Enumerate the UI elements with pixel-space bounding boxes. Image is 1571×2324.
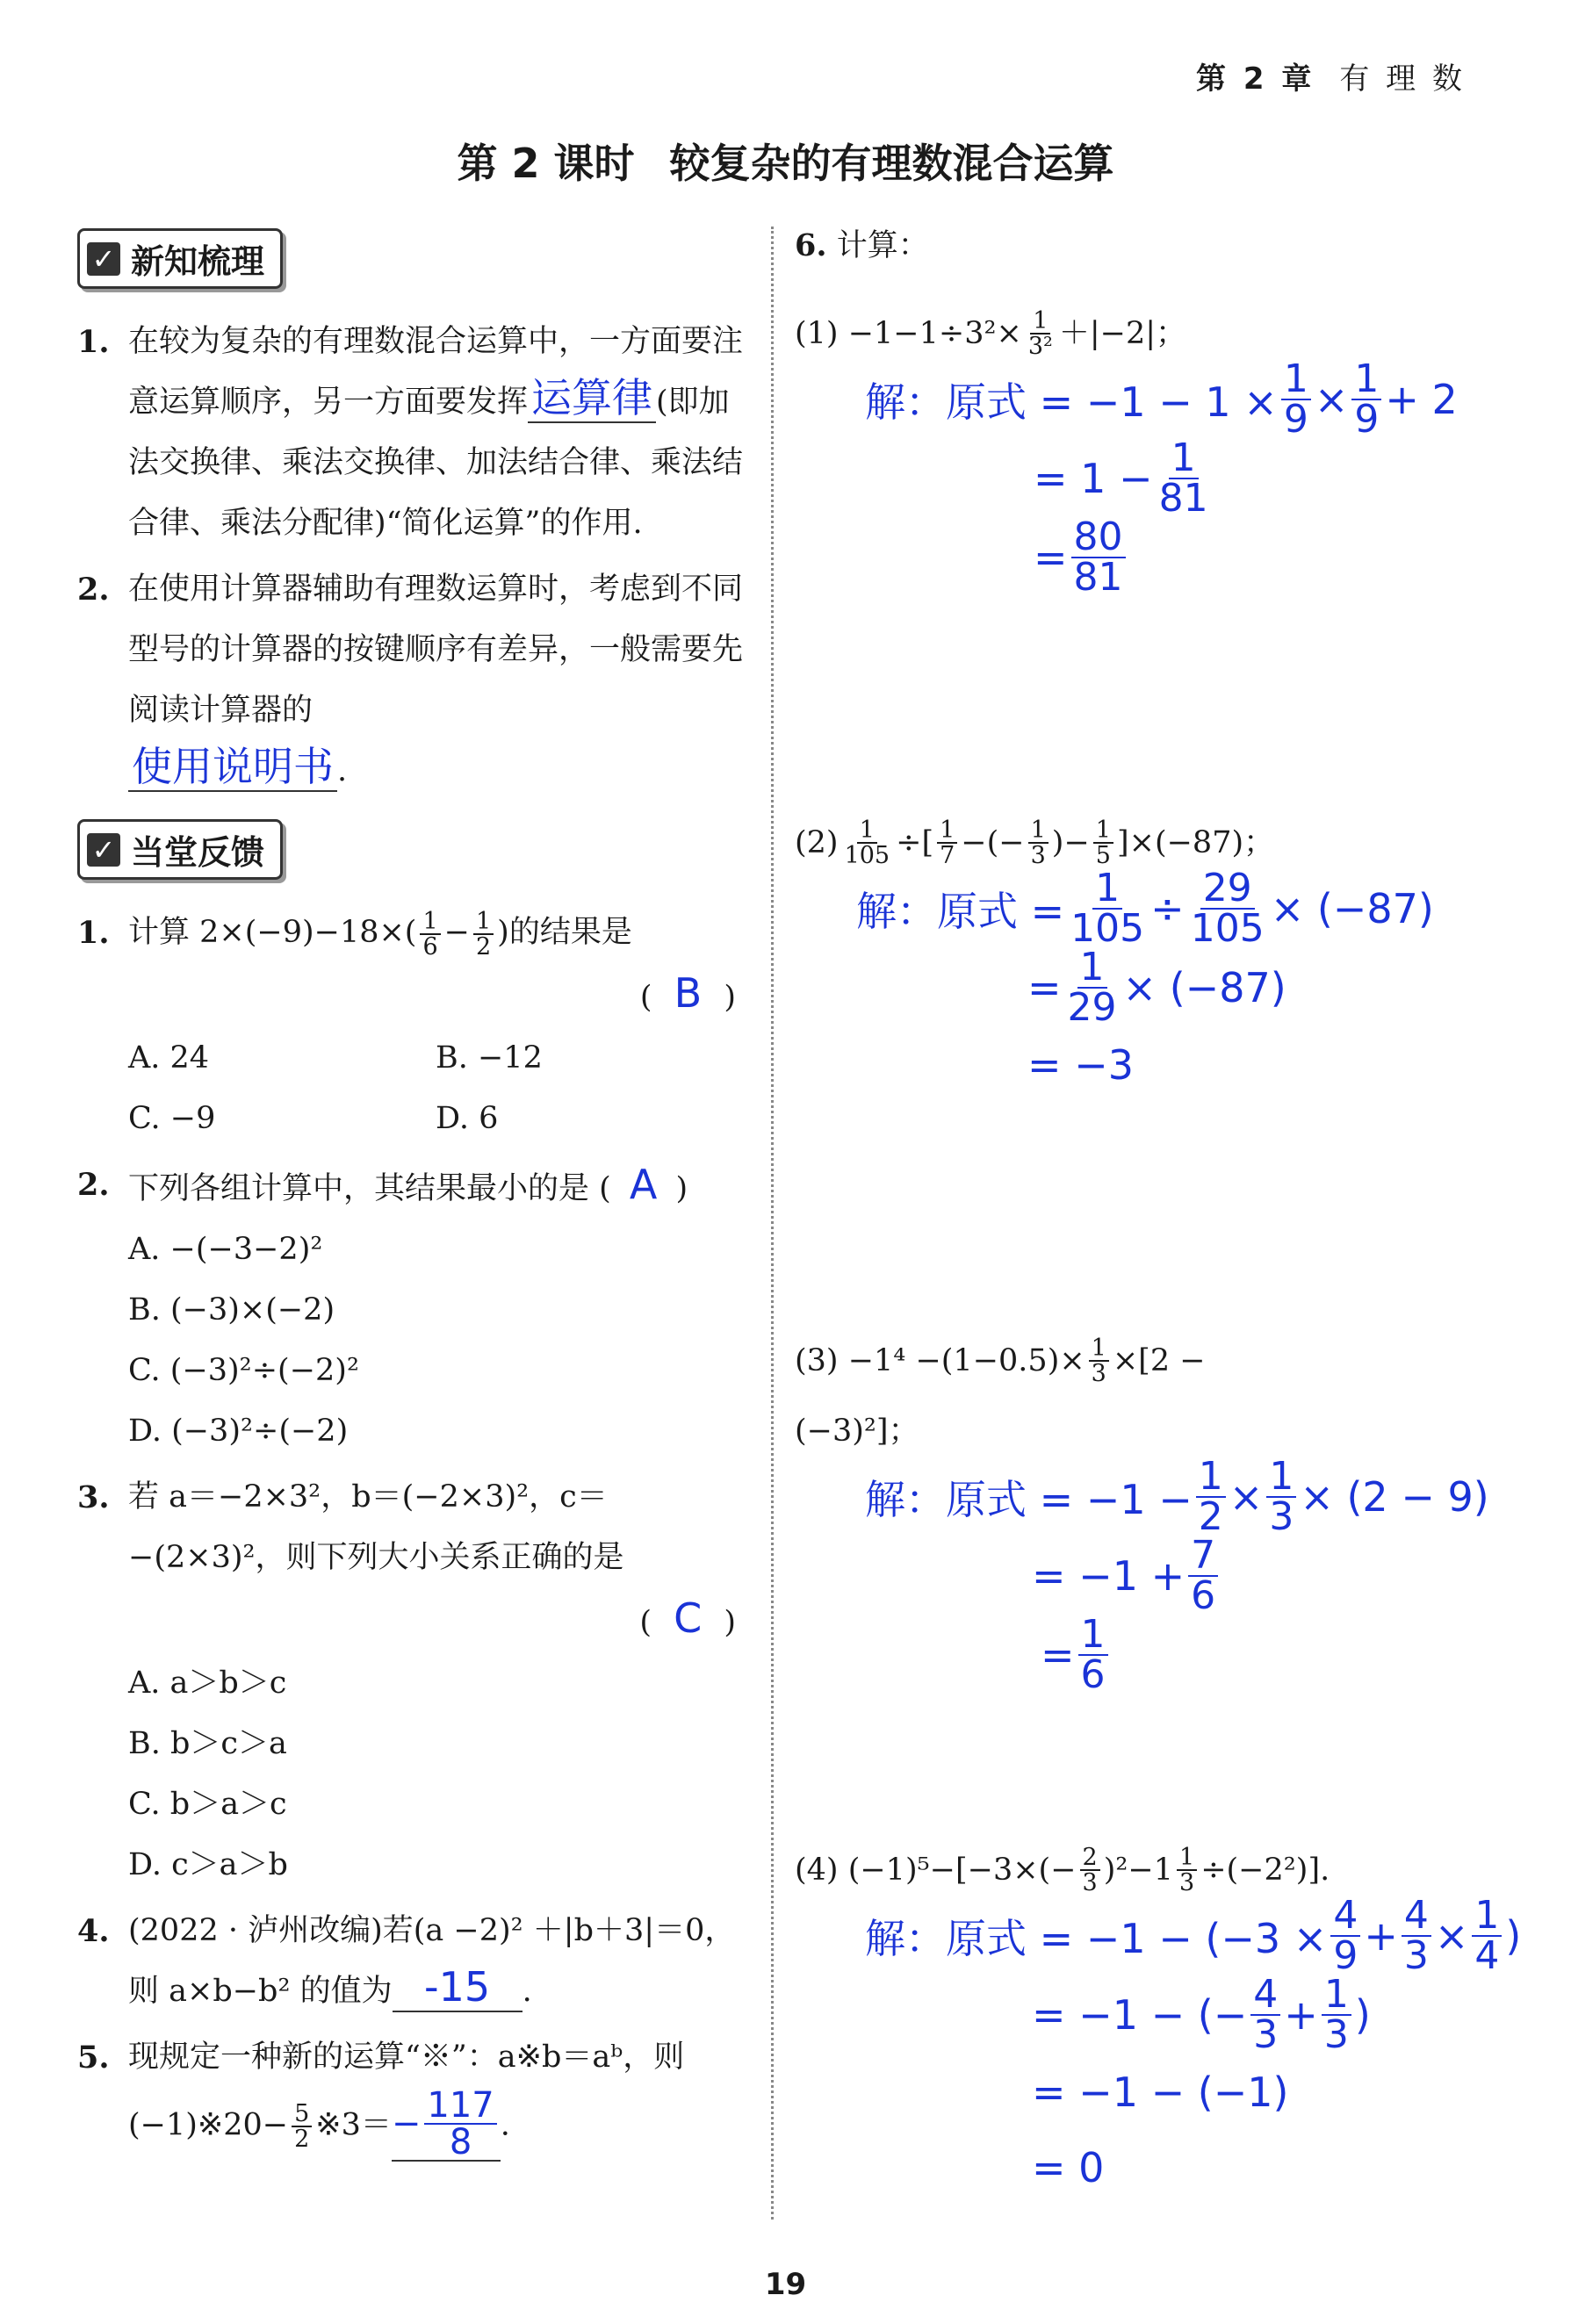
option-c: C. b＞a＞c xyxy=(128,1787,287,1822)
question-number: 2. xyxy=(77,1167,110,1203)
solution-line xyxy=(1032,1972,1550,2057)
fraction: $\frac{1}{9}$ xyxy=(1351,360,1381,439)
solution-text: 解：原式 = −1 − xyxy=(865,1476,1193,1523)
handwritten-answer: B xyxy=(674,969,703,1017)
question-number: 5. xyxy=(77,2040,110,2076)
item-text: 在使用计算器辅助有理数运算时，考虑到不同型号的计算器的按键顺序有差异，一般需要先阅读计算器的 xyxy=(128,572,744,728)
prompt-text: ]×(−87)； xyxy=(1116,825,1275,860)
part-1 xyxy=(795,307,1550,711)
fraction: $\frac{4}{9}$ xyxy=(1330,1896,1360,1975)
operator: × xyxy=(1229,1473,1264,1521)
fraction: $\frac{1}{5}$ xyxy=(1093,818,1113,867)
prompt-text: (3) −1⁴ −(1−0.5)× xyxy=(795,1343,1085,1378)
prompt-text: ＋|−2|； xyxy=(1058,316,1187,351)
part-4 xyxy=(795,1844,1550,2205)
fraction: $\frac{4}{3}$ xyxy=(1402,1896,1431,1975)
prompt-text: ×[2 − xyxy=(1112,1343,1206,1378)
fraction: $\frac{1}{7}$ xyxy=(937,818,957,867)
chapter-header xyxy=(1196,54,1466,97)
question-text: . xyxy=(522,1974,532,2009)
solution-line xyxy=(1041,1612,1550,1697)
prompt-text: (2) xyxy=(795,825,839,860)
item-number: 2. xyxy=(77,572,110,608)
operator: × xyxy=(1314,376,1349,423)
fraction: $\frac{1}{4}$ xyxy=(1472,1896,1502,1975)
prompt-text: ÷(−2²)]. xyxy=(1200,1853,1330,1888)
options xyxy=(128,1028,753,1149)
item-number: 1. xyxy=(77,324,110,360)
prompt-text: ÷[ xyxy=(896,825,934,860)
knowledge-item-1 xyxy=(77,312,753,554)
section-new-knowledge xyxy=(77,228,283,289)
solution-text: ) xyxy=(1505,1912,1522,1960)
fraction: $\frac{1}{3}$ xyxy=(1089,1336,1109,1385)
part-3 xyxy=(795,1335,1550,1826)
fraction: $\frac{1}{81}$ xyxy=(1158,435,1208,521)
option-a: A. 24 xyxy=(128,1040,210,1076)
check-icon: ✓ xyxy=(87,833,120,867)
fraction: $\frac{1}{105}$ xyxy=(1070,866,1145,951)
solution-text: × (2 − 9) xyxy=(1300,1473,1489,1521)
handwritten-answer: C xyxy=(674,1594,703,1642)
item-text: 在较为复杂的有理数混合运算中，一方面要注意运算顺序，另一方面要发挥 xyxy=(128,324,744,420)
operator: + xyxy=(1364,1912,1398,1960)
knowledge-item-2 xyxy=(77,559,753,802)
solution-text: = −1 + xyxy=(1032,1552,1185,1600)
solution-line xyxy=(1032,1533,1550,1618)
lesson-number: 第 2 课时 xyxy=(457,140,635,187)
question-text: 计算 2×(−9)−18×( xyxy=(128,915,417,950)
options xyxy=(128,1220,753,1462)
solution-text: + 2 xyxy=(1385,376,1458,423)
fraction: $\frac{2}{3}$ xyxy=(1080,1846,1100,1895)
fraction: $\frac{1}{3}$ xyxy=(1028,818,1049,867)
part-prompt xyxy=(795,1844,1550,1896)
operator: ÷ xyxy=(1150,885,1185,932)
question-number: 1. xyxy=(77,915,110,951)
handwritten-answer: 使用说明书 xyxy=(128,743,337,792)
solution-line xyxy=(1034,514,1550,600)
fraction: $\frac{1}{105}$ xyxy=(844,817,890,869)
question-3 xyxy=(77,1467,753,1896)
fraction: $\frac{5}{2}$ xyxy=(292,2102,312,2151)
option-a: A. −(−3−2)² xyxy=(128,1232,323,1267)
solution-line xyxy=(1034,435,1550,521)
right-column xyxy=(795,219,1550,2205)
handwritten-answer: -15 xyxy=(393,1963,522,2012)
question-text: 现规定一种新的运算“※”：a※b＝aᵇ，则 xyxy=(128,2040,685,2075)
lesson-name: 较复杂的有理数混合运算 xyxy=(669,140,1114,187)
question-text: )的结果是 xyxy=(497,915,632,950)
solution xyxy=(795,866,1550,1103)
prompt-text: )− xyxy=(1051,825,1090,860)
part-prompt xyxy=(795,817,1550,869)
solution xyxy=(795,356,1550,600)
fraction: $\frac{1}{\text{3²}}$ xyxy=(1027,307,1053,360)
fraction: $\frac{1}{3}$ xyxy=(1177,1846,1197,1895)
fraction: $\frac{1}{3}$ xyxy=(1322,1975,1351,2054)
chapter-number: 第 2 章 xyxy=(1196,61,1315,97)
option-d: D. 6 xyxy=(436,1101,499,1136)
solution-line xyxy=(1027,1027,1550,1103)
column-divider xyxy=(771,227,774,2220)
solution-text: = xyxy=(1027,964,1062,1011)
question-number: 4. xyxy=(77,1913,110,1949)
solution-text: = 0 xyxy=(1032,2144,1105,2191)
handwritten-answer: A xyxy=(629,1161,658,1208)
fraction: $\frac{7}{6}$ xyxy=(1188,1536,1218,1615)
fraction: $\frac{29}{105}$ xyxy=(1190,866,1265,951)
solution-text: 解：原式 = −1 − 1 × xyxy=(865,378,1278,426)
fraction: $\frac{1}{2}$ xyxy=(473,910,494,959)
lesson-title xyxy=(0,132,1571,190)
option-b: B. −12 xyxy=(436,1040,543,1076)
solution-text: = −3 xyxy=(1027,1041,1134,1089)
solution-line xyxy=(1027,945,1550,1030)
check-icon: ✓ xyxy=(87,242,120,276)
question-text: 下列各组计算中，其结果最小的是 xyxy=(128,1171,590,1206)
solution-text: = −1 − (− xyxy=(1032,1991,1248,2039)
item-text: . xyxy=(337,753,348,788)
option-c: C. −9 xyxy=(128,1101,216,1136)
question-5 xyxy=(77,2027,753,2162)
prompt-text: (1) −1−1÷3²× xyxy=(795,316,1022,351)
question-6-header xyxy=(795,219,1550,272)
fraction: $\frac{1}{2}$ xyxy=(1196,1457,1226,1536)
section-label: 新知梳理 xyxy=(131,242,265,281)
operator: − xyxy=(443,915,470,950)
fraction: $\frac{80}{81}$ xyxy=(1071,518,1126,597)
solution-line xyxy=(865,1454,1550,1539)
part-prompt xyxy=(795,307,1550,360)
chapter-topic: 有 理 数 xyxy=(1339,61,1466,97)
part-2 xyxy=(795,817,1550,1308)
question-label: 计算： xyxy=(836,228,929,263)
option-c: C. (−3)²÷(−2)² xyxy=(128,1353,359,1388)
answer-parentheses: ( C ) xyxy=(639,1594,736,1642)
option-d: D. (−3)²÷(−2) xyxy=(128,1414,349,1449)
question-text: . xyxy=(500,2107,510,2143)
answer-parentheses: ( B ) xyxy=(639,969,736,1017)
question-number: 6. xyxy=(795,227,827,263)
solution-text: = xyxy=(1041,1631,1075,1679)
section-feedback xyxy=(77,819,283,880)
question-1 xyxy=(77,903,753,1149)
question-text: (2022 · 泸州改编)若(a −2)² ＋|b＋3|＝0，则 a×b−b² 的值为 xyxy=(128,1913,736,2009)
left-column xyxy=(77,228,753,2167)
part-prompt xyxy=(795,1335,1550,1387)
option-a: A. a＞b＞c xyxy=(128,1666,287,1701)
answer-sign: − xyxy=(391,2103,422,2144)
section-label: 当堂反馈 xyxy=(131,833,265,872)
solution-line xyxy=(856,866,1550,951)
solution-line xyxy=(865,1893,1550,1978)
solution-text: = xyxy=(1034,534,1068,581)
handwritten-answer: 运算律 xyxy=(528,374,656,423)
prompt-text: )²−1 xyxy=(1103,1853,1173,1888)
solution-text: 解：原式 = −1 − (−3 × xyxy=(865,1915,1328,1962)
solution-text: × (−87) xyxy=(1270,885,1434,932)
question-4 xyxy=(77,1901,753,2022)
prompt-text: (4) (−1)⁵−[−3×(− xyxy=(795,1853,1077,1888)
fraction: $\frac{1}{9}$ xyxy=(1281,360,1311,439)
question-text: (−1)※20− xyxy=(128,2107,289,2143)
solution-text: ) xyxy=(1354,1991,1371,2039)
question-2: 2. 下列各组计算中，其结果最小的是 ( A ) A. −(−3−2)² B. (−3)×(−2) C. (−3)²÷(−2)² D. (−3)²÷(−2) xyxy=(77,1155,753,1462)
question-number: 3. xyxy=(77,1479,110,1515)
handwritten-answer xyxy=(391,2085,501,2162)
prompt-text: −(− xyxy=(961,825,1025,860)
option-b: B. (−3)×(−2) xyxy=(128,1292,335,1327)
solution xyxy=(795,1454,1550,1697)
page-number: 19 xyxy=(764,2267,807,2302)
question-text: 若 a＝−2×3²，b＝(−2×3)²，c＝−(2×3)²，则下列大小关系正确的是 xyxy=(128,1479,624,1575)
options xyxy=(128,1653,753,1896)
fraction: $\frac{4}{3}$ xyxy=(1250,1975,1280,2054)
operator: + xyxy=(1284,1991,1318,2039)
solution-line xyxy=(1032,2130,1550,2205)
fraction: $\frac{1}{29}$ xyxy=(1067,945,1117,1030)
operator: × xyxy=(1434,1912,1469,1960)
fraction: $\frac{1}{6}$ xyxy=(1078,1615,1108,1694)
part-prompt-continued: (−3)²]； xyxy=(795,1414,919,1449)
fraction: $\frac{1}{3}$ xyxy=(1266,1457,1296,1536)
solution xyxy=(795,1893,1550,2205)
solution-line xyxy=(865,356,1550,442)
answer-fraction: $\frac{117}{8}$ xyxy=(424,2088,496,2160)
solution-text: = −1 − (−1) xyxy=(1032,2069,1289,2116)
option-b: B. b＞c＞a xyxy=(128,1726,287,1761)
solution-line xyxy=(1032,2054,1550,2130)
fraction: $\frac{1}{6}$ xyxy=(420,910,440,959)
item-text: (即加法交换律、乘法交换律、加法结合律、乘法结合律、乘法分配律)“简化运算”的作用. xyxy=(128,385,744,541)
solution-text: 解：原式 = xyxy=(856,888,1065,935)
solution-text: × (−87) xyxy=(1122,964,1286,1011)
option-d: D. c＞a＞b xyxy=(128,1847,288,1882)
solution-text: = 1 − xyxy=(1034,455,1153,502)
question-text: ※3＝ xyxy=(315,2107,392,2143)
